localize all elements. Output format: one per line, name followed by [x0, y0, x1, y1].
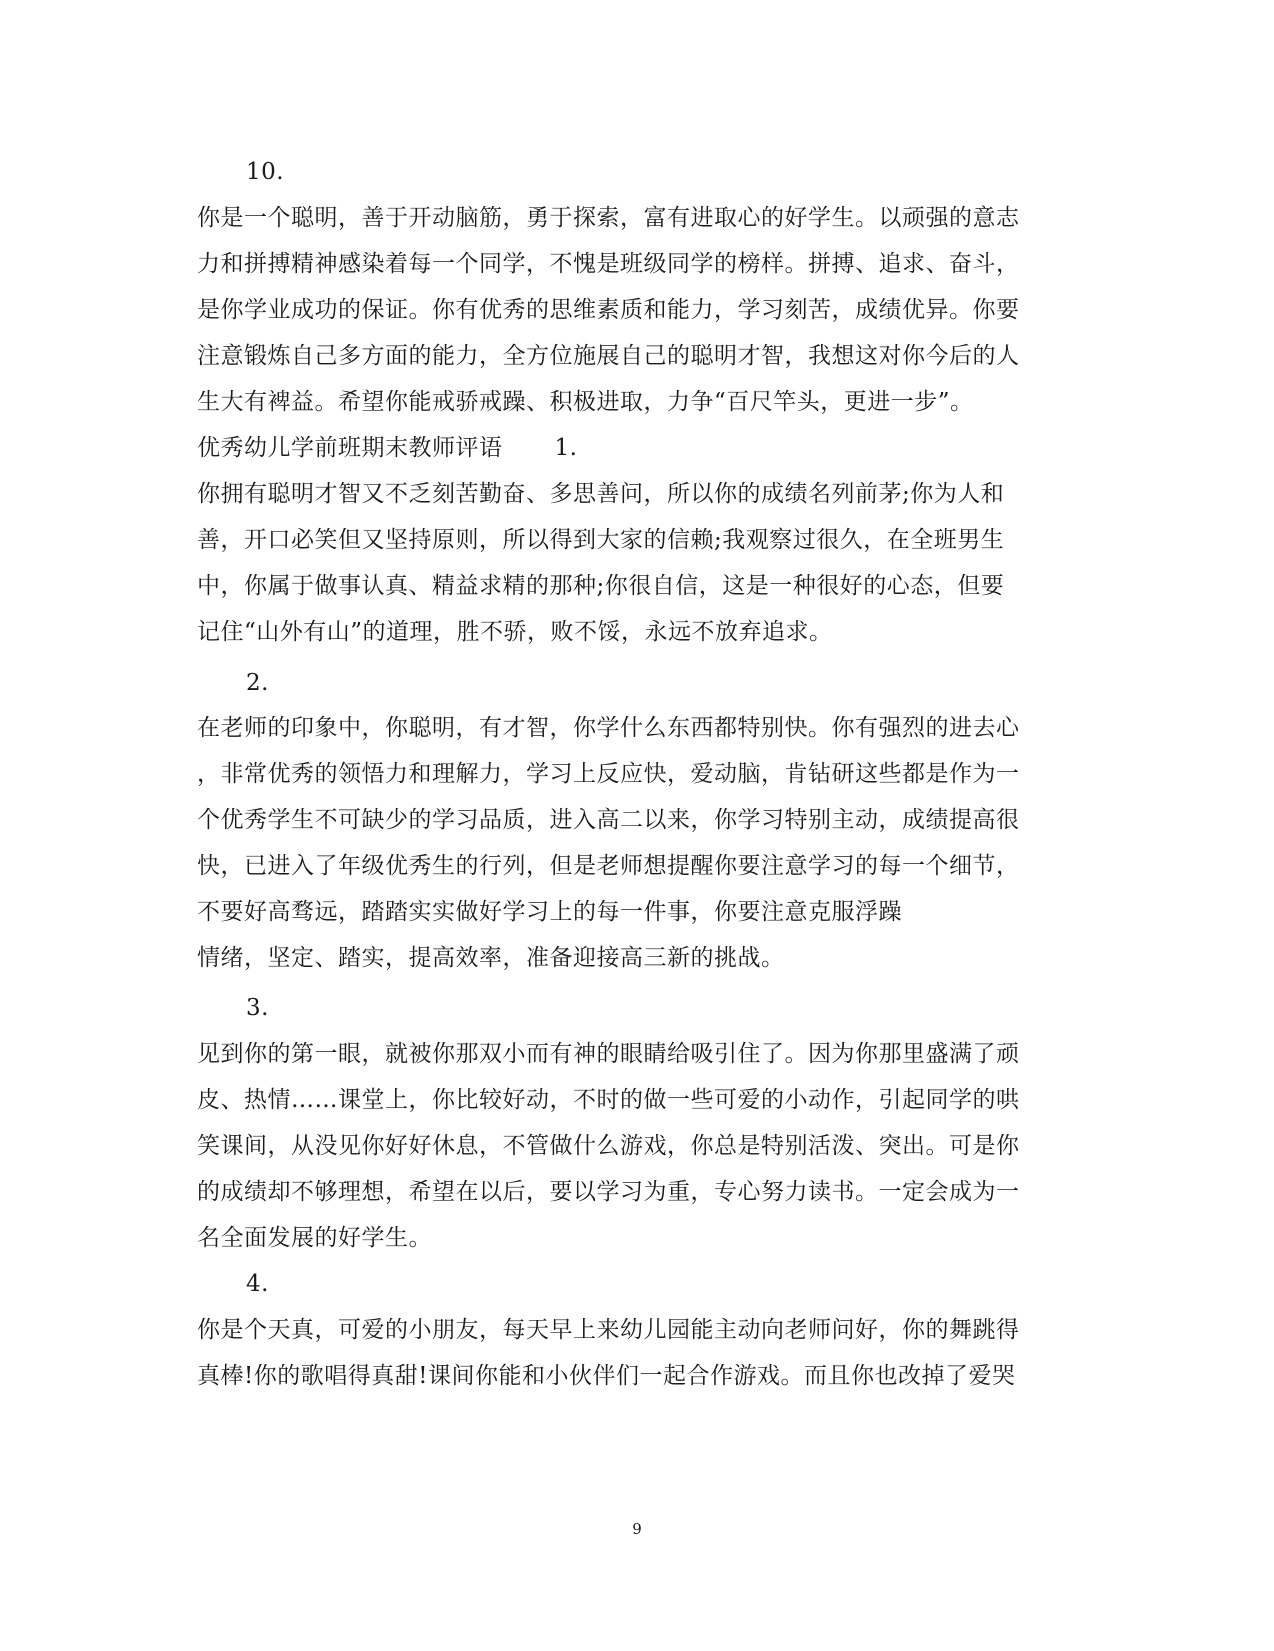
- text-line: 注意锻炼自己多方面的能力，全方位施展自己的聪明才智，我想这对你今后的人: [197, 343, 1020, 369]
- text-line: 情绪，坚定、踏实，提高效率，准备迎接高三新的挑战。: [197, 945, 785, 971]
- text-line: ，非常优秀的领悟力和理解力，学习上反应快，爱动脑，肯钻研这些都是作为一: [197, 761, 1020, 787]
- text-line: 个优秀学生不可缺少的学习品质，进入高二以来，你学习特别主动，成绩提高很: [197, 807, 1020, 833]
- item-number-2: 2.: [246, 670, 269, 696]
- section-heading-title: 优秀幼儿学前班期末教师评语: [197, 435, 503, 461]
- text-line: 名全面发展的好学生。: [197, 1225, 432, 1251]
- text-line: 皮、热情……课堂上，你比较好动，不时的做一些可爱的小动作，引起同学的哄: [197, 1087, 1020, 1113]
- text-line: 在老师的印象中，你聪明，有才智，你学什么东西都特别快。你有强烈的进去心: [197, 715, 1020, 741]
- section-heading: [197, 433, 1077, 463]
- item-number-3: 3.: [246, 995, 269, 1021]
- text-line: 快，已进入了年级优秀生的行列，但是老师想提醒你要注意学习的每一个细节，: [197, 853, 1020, 879]
- page-number: 9: [632, 1520, 642, 1538]
- text-line: 记住“山外有山”的道理，胜不骄，败不馁，永远不放弃追求。: [197, 619, 833, 645]
- text-line: 你是个天真，可爱的小朋友，每天早上来幼儿园能主动向老师问好，你的舞跳得: [197, 1317, 1020, 1343]
- text-line: 善，开口必笑但又坚持原则，所以得到大家的信赖;我观察过很久，在全班男生: [197, 527, 1005, 553]
- text-line: 的成绩却不够理想，希望在以后，要以学习为重，专心努力读书。一定会成为一: [197, 1179, 1020, 1205]
- text-line: 不要好高骛远，踏踏实实做好学习上的每一件事，你要注意克服浮躁: [197, 899, 902, 925]
- text-line: 力和拼搏精神感染着每一个同学，不愧是班级同学的榜样。拼搏、追求、奋斗，: [197, 251, 1020, 277]
- item-number-1: 1.: [554, 435, 578, 461]
- item-number-4: 4.: [246, 1271, 269, 1297]
- text-line: 中，你属于做事认真、精益求精的那种;你很自信，这是一种很好的心态，但要: [197, 573, 1005, 599]
- text-line: 是你学业成功的保证。你有优秀的思维素质和能力，学习刻苦，成绩优异。你要: [197, 297, 1020, 323]
- item-number-10: 10.: [246, 159, 285, 185]
- text-line: 你是一个聪明，善于开动脑筋，勇于探索，富有进取心的好学生。以顽强的意志: [197, 205, 1020, 231]
- text-line: 见到你的第一眼，就被你那双小而有神的眼睛给吸引住了。因为你那里盛满了顽: [197, 1041, 1020, 1067]
- text-line: 真棒!你的歌唱得真甜!课间你能和小伙伴们一起合作游戏。而且你也改掉了爱哭: [197, 1363, 1016, 1389]
- text-line: 笑课间，从没见你好好休息，不管做什么游戏，你总是特别活泼、突出。可是你: [197, 1133, 1020, 1159]
- text-line: 你拥有聪明才智又不乏刻苦勤奋、多思善问，所以你的成绩名列前茅;你为人和: [197, 481, 1005, 507]
- text-line: 生大有裨益。希望你能戒骄戒躁、积极进取，力争“百尺竿头，更进一步”。: [197, 389, 974, 415]
